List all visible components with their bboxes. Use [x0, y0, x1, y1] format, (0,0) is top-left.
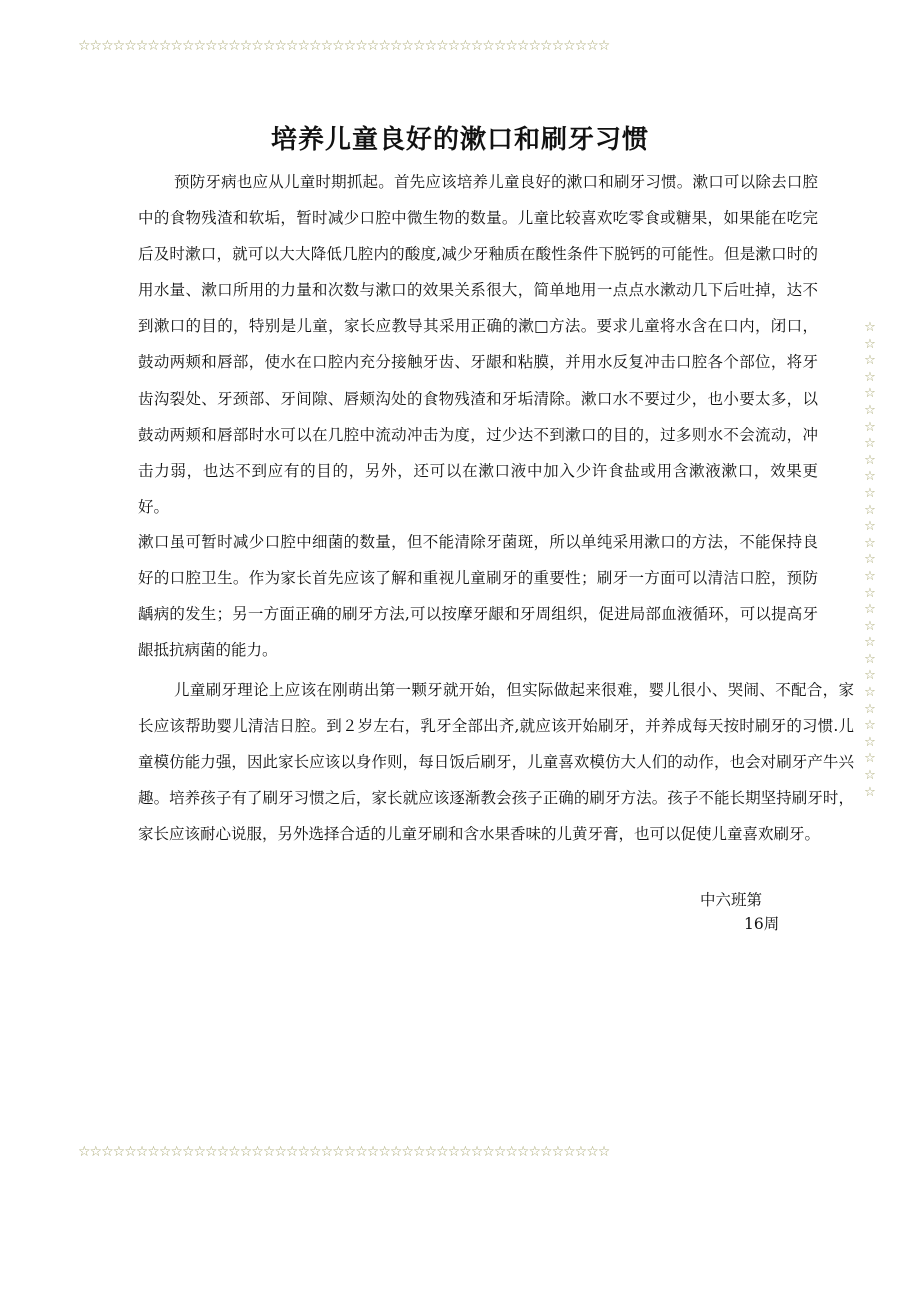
paragraph-brushing: 儿童刷牙理论上应该在刚萌出第一颗牙就开始，但实际做起来很难，婴儿很小、哭闹、不配合，家长应该帮助婴儿清洁日腔。到２岁左右，乳牙全部出齐,就应该开始刷牙，并养成每天按时刷牙的习惯.儿童模仿能力强，因此家长应该以身作则，每日饭后刷牙，儿童喜欢模仿大人们的动作，也会对刷牙产牛兴趣。培养孩子有了刷牙习惯之后，家长就应该逐渐教会孩子正确的刷牙方法。孩子不能长期坚持刷牙时，家长应该耐心说服，另外选择合适的儿童牙刷和含水果香味的儿黄牙膏，也可以促使儿童喜欢刷牙。 [138, 681, 854, 844]
signature-week: 16周 [744, 915, 780, 933]
paragraph-rinsing: 预防牙病也应从儿童时期抓起。首先应该培养儿童良好的漱口和刷牙习惯。漱口可以除去口腔中的食物残渣和软垢，暂时减少口腔中微生物的数量。儿童比较喜欢吃零食或糖果，如果能在吃完后及时漱口，就可以大大降低几腔内的酸度,减少牙釉质在酸性条件下脱钙的可能性。但是漱口时的用水量、漱口所用的力量和次数与漱口的效果关系很大，简单地用一点点水漱动几下后吐掉，达不到漱口的目的，特别是儿童，家长应教导其采用正确的漱□方法。要求儿童将水含在口内，闭口，鼓动两颊和唇部，使水在口腔内充分接触牙齿、牙龈和粘膜，并用水反复冲击口腔各个部位，将牙齿沟裂处、牙颈部、牙间隙、唇颊沟处的食物残渣和牙垢清除。漱口水不要过少，也小要太多，以鼓动两颊和唇部时水可以在几腔中流动冲击为度，过少达不到漱口的目的，过多则水不会流动，冲击力弱，也达不到应有的目的，另外，还可以在漱口液中加入少许食盐或用含漱液漱口，效果更好。 [138, 173, 818, 516]
paragraph-plaque: 漱口虽可暂时减少口腔中细菌的数量，但不能清除牙菌斑，所以单纯采用漱口的方法，不能保持良好的口腔卫生。作为家长首先应该了解和重视儿童刷牙的重要性；刷牙一方面可以清洁口腔，预防龋病的发生；另一方面正确的刷牙方法,可以按摩牙龈和牙周组织，促进局部血液循环，可以提高牙龈抵抗病菌的能力。 [138, 533, 818, 660]
star-border-top: ☆☆☆☆☆☆☆☆☆☆☆☆☆☆☆☆☆☆☆☆☆☆☆☆☆☆☆☆☆☆☆☆☆☆☆☆☆☆☆☆☆☆☆☆☆☆ [78, 38, 610, 54]
star-border-bottom: ☆☆☆☆☆☆☆☆☆☆☆☆☆☆☆☆☆☆☆☆☆☆☆☆☆☆☆☆☆☆☆☆☆☆☆☆☆☆☆☆☆☆☆☆☆☆ [78, 1144, 610, 1160]
star-border-right: ☆ ☆ ☆ ☆ ☆ ☆ ☆ ☆ ☆ ☆ ☆ ☆ ☆ ☆ ☆ ☆ ☆ ☆ ☆ ☆ ☆ ☆ ☆ ☆ ☆ ☆ ☆ ☆ ☆ [864, 320, 876, 800]
signature [700, 888, 800, 936]
signature-class: 中六班第 [700, 891, 763, 909]
page-title: 培养儿童良好的漱口和刷牙习惯 [270, 125, 649, 155]
